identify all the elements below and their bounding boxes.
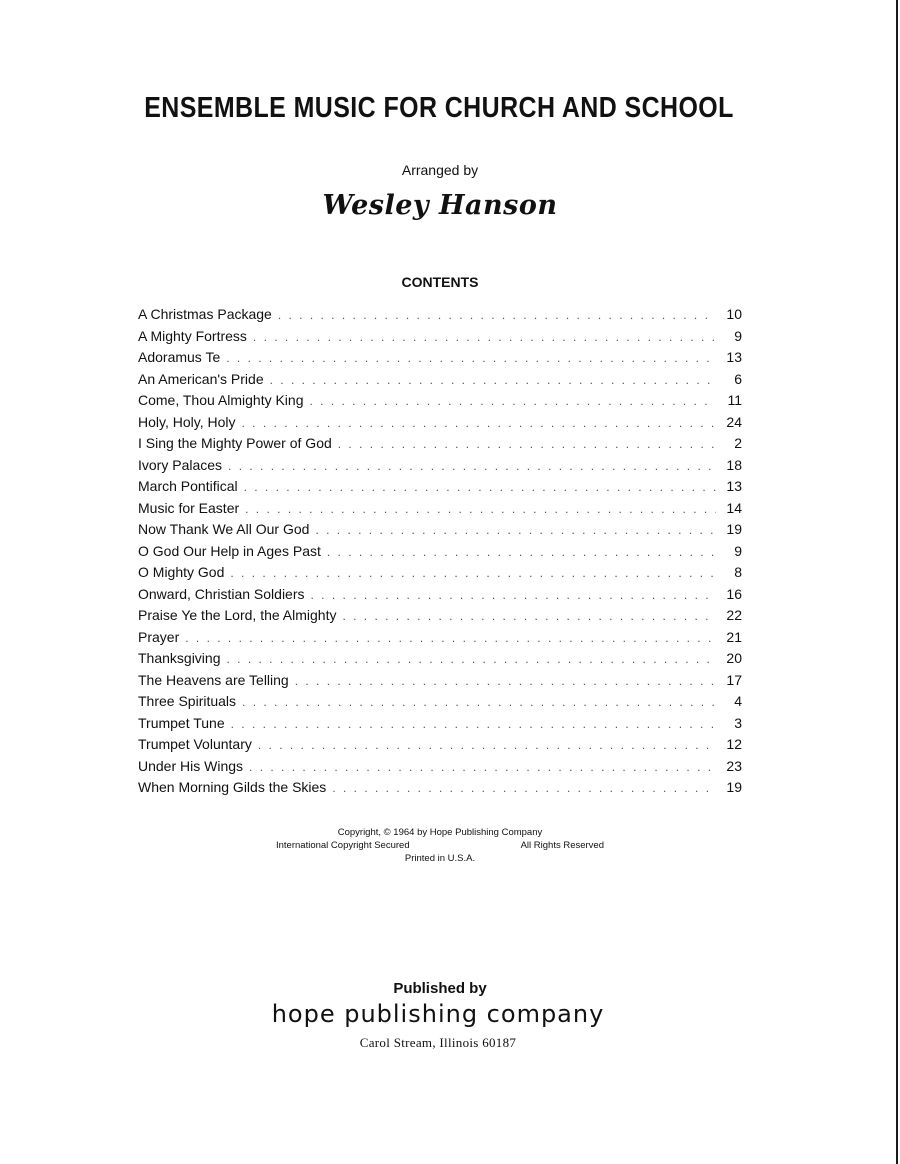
published-by-label: Published by	[393, 980, 487, 997]
toc-entry	[138, 455, 742, 477]
toc-entry-title: Ivory Palaces	[138, 456, 223, 473]
copyright-secured: International Copyright Secured	[276, 840, 410, 851]
toc-entry	[138, 541, 742, 563]
toc-entry-page: 2	[734, 435, 742, 451]
toc-entry	[138, 326, 742, 348]
toc-entry-page: 24	[726, 413, 742, 430]
toc-entry	[138, 713, 742, 735]
toc-entry-title: Praise Ye the Lord, the Almighty	[138, 607, 337, 623]
toc-dot-leader	[338, 434, 716, 456]
rights-reserved: All Rights Reserved	[520, 840, 604, 851]
toc-entry-page: 9	[734, 542, 742, 559]
toc-dot-leader	[278, 305, 716, 327]
toc-dot-leader	[253, 327, 716, 349]
printed-in-line: Printed in U.S.A.	[404, 853, 476, 864]
toc-dot-leader	[342, 606, 716, 628]
copyright-line: Copyright, © 1964 by Hope Publishing Company	[337, 827, 543, 838]
toc-entry	[138, 562, 742, 584]
toc-entry	[138, 691, 742, 713]
page-title: ENSEMBLE MUSIC FOR CHURCH AND SCHOOL	[144, 92, 734, 124]
toc-entry-page: 13	[726, 478, 742, 494]
toc-entry	[138, 347, 742, 369]
toc-entry-page: 18	[726, 456, 742, 473]
toc-dot-leader	[245, 499, 716, 521]
toc-entry	[138, 756, 742, 778]
toc-dot-leader	[295, 671, 716, 693]
toc-dot-leader	[242, 692, 716, 714]
toc-dot-leader	[311, 585, 716, 607]
toc-dot-leader	[242, 413, 716, 435]
toc-dot-leader	[332, 778, 716, 800]
toc-entry-page: 20	[726, 650, 742, 666]
toc-entry-page: 14	[726, 499, 742, 516]
toc-entry-page: 13	[726, 349, 742, 365]
toc-entry	[138, 584, 742, 606]
toc-entry-title: A Christmas Package	[138, 306, 272, 322]
toc-entry-title: Come, Thou Almighty King	[138, 392, 304, 408]
toc-entry-page: 8	[734, 564, 742, 580]
toc-entry-title: Under His Wings	[138, 757, 244, 774]
toc-entry-title: Adoramus Te	[138, 349, 221, 365]
toc-entry-title: O Mighty God	[138, 564, 225, 580]
toc-entry-title: Now Thank We All Our God	[138, 521, 310, 537]
toc-entry-title: An American's Pride	[138, 370, 264, 387]
toc-dot-leader	[244, 477, 716, 499]
toc-entry	[138, 412, 742, 434]
toc-entry	[138, 605, 742, 627]
page-edge-border	[896, 0, 898, 1164]
arranger-name: Wesley Hanson	[322, 190, 558, 221]
copyright-notice	[276, 826, 604, 865]
toc-entry	[138, 519, 742, 541]
toc-dot-leader	[315, 520, 716, 542]
toc-entry-title: Thanksgiving	[138, 650, 221, 666]
copyright-rights-line	[276, 839, 604, 852]
toc-entry-page: 10	[726, 306, 742, 322]
toc-dot-leader	[270, 370, 716, 392]
toc-entry-title: O God Our Help in Ages Past	[138, 542, 321, 559]
toc-dot-leader	[230, 563, 716, 585]
toc-entry-title: Onward, Christian Soldiers	[138, 585, 305, 602]
toc-entry-title: Music for Easter	[138, 499, 240, 516]
toc-entry-page: 4	[734, 693, 742, 709]
toc-entry-title: Prayer	[138, 628, 180, 645]
arranged-by-label: Arranged by	[401, 162, 479, 178]
toc-entry-title: Trumpet Tune	[138, 714, 225, 731]
toc-entry-page: 9	[734, 327, 742, 344]
toc-entry-page: 16	[726, 585, 742, 602]
toc-entry-title: Holy, Holy, Holy	[138, 413, 236, 430]
toc-entry-page: 17	[726, 671, 742, 688]
toc-entry-title: A Mighty Fortress	[138, 327, 247, 344]
toc-dot-leader	[249, 757, 716, 779]
toc-entry-page: 22	[726, 607, 742, 623]
toc-entry-title: When Morning Gilds the Skies	[138, 779, 327, 795]
toc-entry	[138, 498, 742, 520]
toc-entry	[138, 734, 742, 756]
toc-entry	[138, 648, 742, 670]
toc-entry	[138, 369, 742, 391]
toc-entry-page: 6	[734, 370, 742, 387]
toc-dot-leader	[327, 542, 716, 564]
toc-entry	[138, 670, 742, 692]
publisher-location: Carol Stream, Illinois 60187	[359, 1035, 517, 1050]
toc-entry	[138, 627, 742, 649]
toc-dot-leader	[185, 628, 716, 650]
toc-entry-page: 12	[726, 736, 742, 752]
toc-entry-page: 11	[727, 392, 742, 408]
toc-entry	[138, 777, 742, 799]
toc-entry-page: 23	[726, 757, 742, 774]
toc-dot-leader	[226, 348, 716, 370]
toc-dot-leader	[228, 456, 716, 478]
toc-dot-leader	[310, 391, 717, 413]
toc-entry-title: March Pontifical	[138, 478, 238, 494]
toc-entry	[138, 390, 742, 412]
contents-heading: CONTENTS	[401, 274, 479, 290]
toc-entry	[138, 476, 742, 498]
toc-dot-leader	[231, 714, 716, 736]
toc-entry	[138, 304, 742, 326]
toc-entry-title: Trumpet Voluntary	[138, 736, 252, 752]
toc-entry	[138, 433, 742, 455]
toc-dot-leader	[258, 735, 716, 757]
toc-entry-title: I Sing the Mighty Power of God	[138, 435, 332, 451]
toc-entry-page: 3	[734, 714, 742, 731]
toc-entry-title: Three Spirituals	[138, 693, 237, 709]
toc-entry-page: 21	[726, 628, 742, 645]
toc-entry-page: 19	[726, 521, 742, 537]
toc-entry-page: 19	[726, 779, 742, 795]
table-of-contents	[138, 304, 742, 799]
publisher-name: hope publishing company	[271, 1000, 605, 1028]
toc-dot-leader	[227, 649, 717, 671]
toc-entry-title: The Heavens are Telling	[138, 671, 289, 688]
